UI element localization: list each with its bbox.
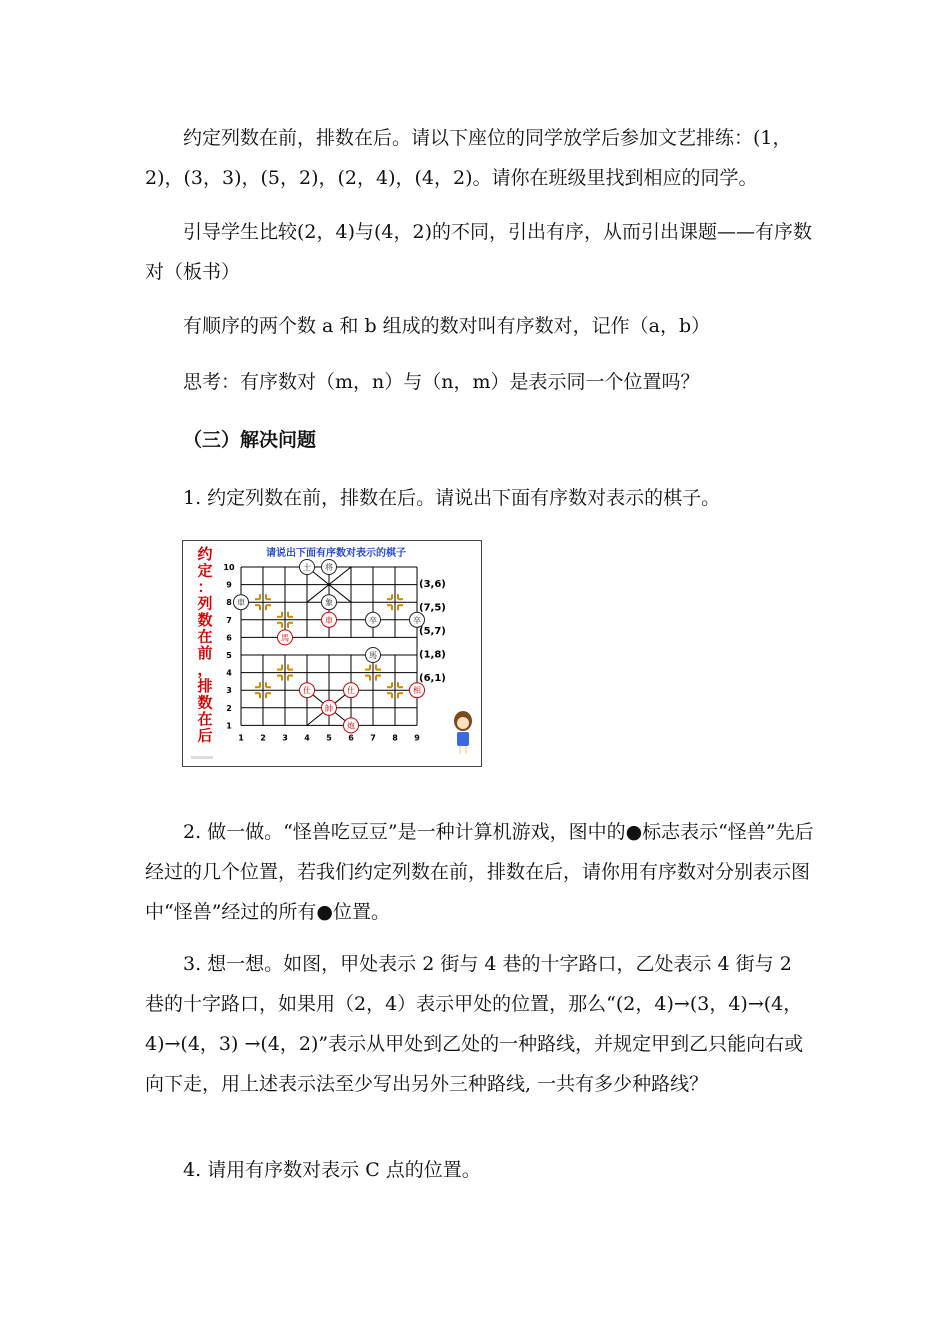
chess-piece-label: 相	[413, 686, 421, 696]
side-label-char: 在	[197, 710, 213, 728]
paragraph-seating: 约定列数在前，排数在后。请以下座位的同学放学后参加文艺排练：(1，2)，(3，3)，(5，2)，(2，4)，(4，2)。请你在班级里找到相应的同学。	[145, 127, 792, 189]
side-label-char: 约	[197, 545, 213, 563]
ordered-pair-label: (1,8)	[419, 649, 446, 661]
ordered-pair-label: (3,6)	[419, 579, 446, 590]
chess-piece-label: 車	[237, 598, 245, 608]
chess-figure	[182, 540, 482, 767]
chess-piece-label: 卒	[369, 615, 377, 625]
side-label-char: 数	[197, 693, 213, 712]
x-tick-label: 3	[282, 733, 288, 743]
y-tick-label: 2	[226, 703, 232, 713]
side-label-char: 列	[197, 594, 213, 613]
chess-piece-label: 炮	[347, 721, 355, 731]
chess-piece-label: 象	[325, 598, 333, 608]
x-tick-label: 9	[414, 733, 420, 743]
watermark-mark	[191, 756, 213, 759]
y-tick-label: 10	[223, 563, 235, 572]
paragraph-think: 思考：有序数对（m，n）与（n，m）是表示同一个位置吗？	[183, 371, 700, 393]
y-tick-label: 8	[226, 598, 232, 608]
y-tick-label: 5	[226, 651, 232, 660]
x-tick-label: 2	[260, 733, 266, 743]
side-label-char: 在	[197, 627, 213, 646]
y-tick-label: 7	[226, 615, 232, 625]
side-label-char: 排	[197, 677, 213, 695]
side-label-char: 前	[197, 644, 213, 662]
side-label-char: ，	[197, 660, 213, 679]
y-tick-label: 9	[226, 580, 232, 590]
figure-title: 请说出下面有序数对表示的棋子	[266, 548, 406, 559]
chess-piece-label: 将	[325, 563, 333, 572]
ordered-pair-label: (6,1)	[419, 673, 446, 684]
chess-piece-label: 馬	[369, 651, 377, 660]
question-4: 4. 请用有序数对表示 C 点的位置。	[183, 1159, 481, 1181]
question-1: 1. 约定列数在前，排数在后。请说出下面有序数对表示的棋子。	[183, 487, 721, 509]
y-tick-label: 6	[226, 633, 232, 643]
x-tick-label: 5	[326, 733, 332, 743]
paragraph-compare: 引导学生比较(2，4)与(4，2)的不同，引出有序，从而引出课题——有序数对（板书）	[145, 221, 813, 283]
x-tick-label: 4	[304, 733, 310, 743]
y-tick-label: 1	[226, 721, 232, 731]
chess-board-svg	[183, 541, 481, 766]
chess-piece-label: 卒	[413, 615, 421, 625]
x-tick-label: 7	[370, 733, 376, 743]
side-label-char: 数	[197, 611, 213, 629]
x-tick-label: 1	[238, 733, 244, 743]
girl-dress	[457, 732, 469, 746]
question-3: 3. 想一想。如图，甲处表示 2 街与 4 巷的十字路口，乙处表示 4 街与 2 巷的十字路口，如果用（2，4）表示甲处的位置，那么“(2，4)→(3，4)→(4，4)→(4，3) →(4，2)”表示从甲处到乙处的一种路线，并规定甲到乙只能向右或向下走，用上述表示法至少写出另外三种路线, 一共有多少种路线？	[145, 953, 804, 1095]
chess-piece-label: 車	[325, 615, 333, 625]
ordered-pair-label: (7,5)	[419, 602, 446, 614]
ordered-pair-label: (5,7)	[419, 626, 446, 637]
x-tick-label: 8	[392, 733, 398, 743]
chess-piece-label: 帥	[325, 703, 333, 713]
section-heading: （三）解决问题	[183, 429, 317, 451]
side-label-char: 后	[197, 726, 213, 745]
chess-piece-label: 士	[303, 563, 311, 572]
side-label-char: 定	[197, 561, 213, 580]
side-label-char: ：	[197, 578, 213, 596]
x-tick-label: 6	[348, 733, 354, 743]
y-tick-label: 4	[226, 668, 232, 678]
girl-leg	[465, 746, 467, 754]
chess-piece-label: 馬	[281, 633, 289, 643]
girl-face	[457, 717, 469, 729]
girl-leg	[459, 746, 461, 754]
chess-piece-label: 仕	[347, 686, 355, 696]
question-2: 2. 做一做。“怪兽吃豆豆”是一种计算机游戏，图中的●标志表示“怪兽”先后经过的几个位置，若我们约定列数在前，排数在后，请你用有序数对分别表示图中“怪兽”经过的所有●位置。	[145, 821, 814, 923]
paragraph-definition: 有顺序的两个数 a 和 b 组成的数对叫有序数对，记作（a，b）	[183, 315, 711, 337]
chess-piece-label: 仕	[303, 686, 311, 696]
y-tick-label: 3	[226, 686, 232, 696]
